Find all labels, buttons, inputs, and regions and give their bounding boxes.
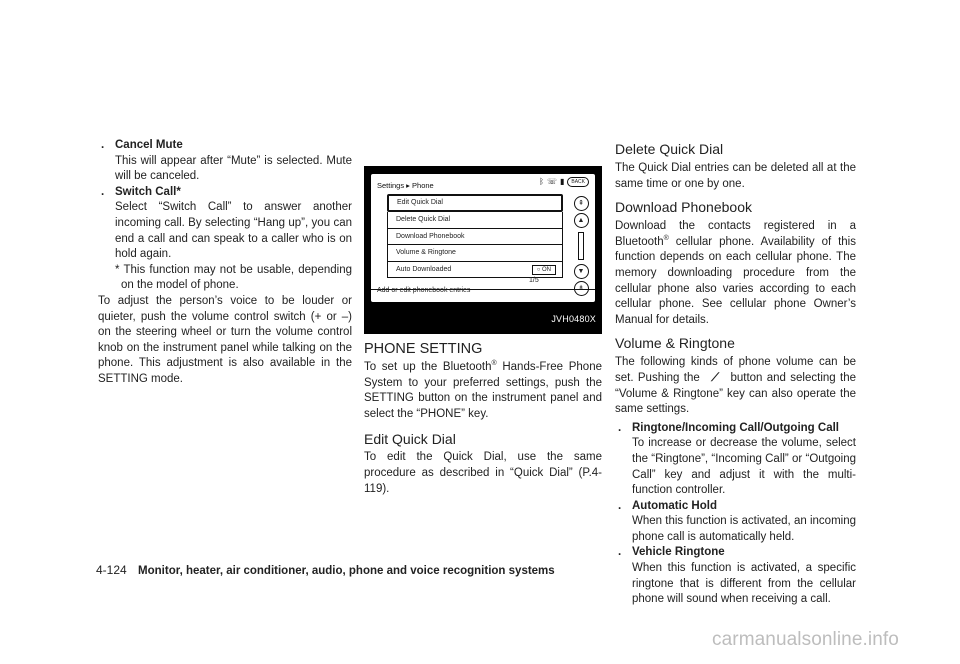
settings-menu <box>387 194 563 278</box>
bullet-ringtone <box>615 421 856 499</box>
page-footer <box>96 563 555 580</box>
heading-download-phonebook: Download Phonebook <box>615 199 752 216</box>
screen-footer: Add or edit phonebook entries <box>377 287 471 295</box>
menu-item-delete-quick-dial[interactable]: Delete Quick Dial <box>387 212 563 229</box>
page-number: 4-124 <box>96 563 127 577</box>
menu-item-label: Auto Downloaded <box>396 265 452 273</box>
text-span: cellular phone. Availability of this function depends on each cellular phone. The memory downloading procedure from the cellular phone also varies according to each cellular phone. See cellular phone Owner’s Manual for details. <box>615 235 856 326</box>
bullet-switch-call <box>98 185 352 294</box>
phone-settings-screen <box>371 174 595 302</box>
menu-item-edit-quick-dial[interactable]: Edit Quick Dial <box>387 194 563 212</box>
text-span: button and selecting the “Volume & Ringtone” key can also operate the same settings. <box>615 371 856 416</box>
scroll-down-icon[interactable]: ▼ <box>574 264 589 279</box>
download-paragraph <box>615 219 856 328</box>
bullet-cancel-mute <box>98 138 352 185</box>
heading-delete-quick-dial: Delete Quick Dial <box>615 141 724 157</box>
bullet-heading: Cancel Mute <box>115 139 183 151</box>
bullet-heading: Vehicle Ringtone <box>632 546 725 559</box>
bullet-dot: . <box>618 421 622 434</box>
on-label: ON <box>542 266 551 273</box>
heading-phone-setting: PHONE SETTING <box>364 341 483 357</box>
bullet-text: When this function is activated, an incoming phone call is automatically held. <box>632 515 856 543</box>
text-span: To set up the Bluetooth <box>364 361 492 373</box>
registered-mark: ® <box>663 234 669 242</box>
bullet-dot: . <box>618 499 622 512</box>
volume-ringtone-paragraph <box>615 355 856 417</box>
phone-setting-paragraph <box>364 360 602 422</box>
heading-volume-ringtone: Volume & Ringtone <box>615 335 735 352</box>
chapter-title: Monitor, heater, air conditioner, audio, phone and voice recognition systems <box>138 565 555 577</box>
back-button[interactable]: BACK <box>567 177 589 187</box>
bullet-heading: Ringtone/Incoming Call/Outgoing Call <box>632 421 839 434</box>
signal-icon: ▮ <box>559 177 565 186</box>
bluetooth-icon: ᛒ <box>539 177 544 186</box>
scroll-bottom-icon[interactable]: ⇟ <box>574 281 589 296</box>
scroll-top-icon[interactable]: ⇞ <box>574 196 589 211</box>
scroll-controls <box>573 194 589 292</box>
watermark: carmanualsonline.info <box>712 629 899 650</box>
bullet-note: * This function may not be usable, depending on the model of phone. <box>115 263 352 292</box>
menu-item-download-phonebook[interactable]: Download Phonebook <box>387 229 563 246</box>
bullet-dot: . <box>618 546 622 559</box>
bullet-vehicle-ringtone <box>615 545 856 607</box>
column-2 <box>364 340 602 497</box>
breadcrumb: Settings ▸ Phone <box>377 181 434 190</box>
bullet-heading: Switch Call* <box>115 185 181 198</box>
text-span: The following kinds of phone volume can be set. Pushing the <box>615 356 856 384</box>
status-icons <box>539 177 589 187</box>
scroll-up-icon[interactable]: ▲ <box>574 213 589 228</box>
phone-button-icon: ⟋ <box>711 371 720 384</box>
text-span: Download the contacts registered in a Bluetooth <box>615 220 856 248</box>
bullet-dot: . <box>101 185 105 198</box>
heading-edit-quick-dial: Edit Quick Dial <box>364 431 456 448</box>
figure-code: JVH0480X <box>551 314 596 325</box>
bullet-automatic-hold <box>615 499 856 546</box>
bullet-heading: Automatic Hold <box>632 499 717 512</box>
delete-paragraph: The Quick Dial entries can be deleted all at the same time or one by one. <box>615 162 856 190</box>
text-span: Hands-Free Phone System to your preferred settings, push the SETTING button on the instrument panel and select the “PHONE” key. <box>364 361 602 420</box>
bullet-text: To increase or decrease the volume, select the “Ringtone”, “Incoming Call” or “Outgoing Call” key and adjust it with the multi-function controller. <box>632 437 856 497</box>
column-3 <box>615 140 856 608</box>
menu-item-volume-ringtone[interactable]: Volume & Ringtone <box>387 245 563 262</box>
volume-paragraph: To adjust the person’s voice to be louder or quieter, push the volume control switch (+ or –) on the steering wheel or turn the volume control knob on the instrument panel while talking on the phone. This adjustment is also available in the SETTING mode. <box>98 294 352 385</box>
registered-mark: ® <box>491 360 497 368</box>
bullet-dot: . <box>101 139 105 151</box>
on-toggle[interactable]: ○ ON <box>532 265 556 275</box>
scrollbar[interactable] <box>578 232 584 260</box>
bullet-text: When this function is activated, a specific ringtone that is different from the cellular phone will sound when receiving a call. <box>632 562 856 606</box>
screen-figure <box>364 166 602 334</box>
page-indicator: 1/5 <box>529 277 539 284</box>
phone-icon: ☏ <box>546 177 557 186</box>
bullet-text: Select “Switch Call” to answer another incoming call. By selecting “Hang up”, you can end a call and can speak to a caller who is on hold again. <box>115 201 352 261</box>
bullet-text: This will appear after “Mute” is selected. Mute will be canceled. <box>115 154 352 183</box>
column-1 <box>98 138 352 388</box>
edit-quick-dial-paragraph: To edit the Quick Dial, use the same procedure as described in “Quick Dial” (P.4-119). <box>364 451 602 495</box>
